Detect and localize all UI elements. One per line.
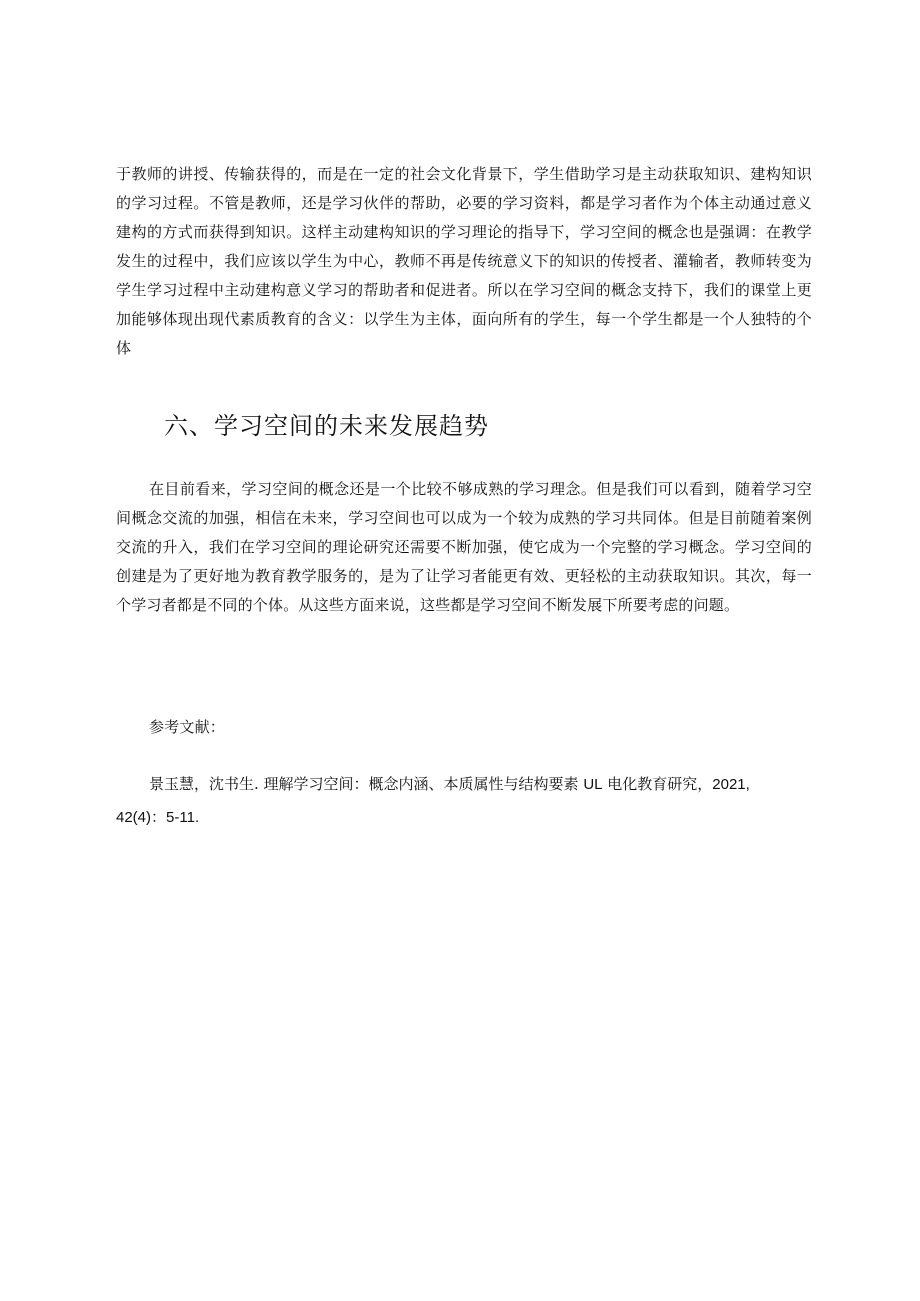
reference-journal: 电化教育研究，: [602, 775, 713, 793]
body-paragraph: 在目前看来，学习空间的概念还是一个比较不够成熟的学习理念。但是我们可以看到，随着学习空间概念交流的加强，相信在未来，学习空间也可以成为一个较为成熟的学习共同体。但是目前随着案例交流的升入，我们在学习空间的理论研究还需要不断加强，使它成为一个完整的学习概念。学习空间的创建是为了更好地为教育教学服务的，是为了让学习者能更有效、更轻松的主动获取知识。其次，每一个学习者都是不同的个体。从这些方面来说，这些都是学习空间不断发展下所要考虑的问题。: [116, 480, 812, 614]
body-paragraph: 于教师的讲授、传输获得的，而是在一定的社会文化背景下，学生借助学习是主动获取知识、建构知识的学习过程。不管是教师，还是学习伙伴的帮助，必要的学习资料，都是学习者作为个体主动通过意义建构的方式而获得到知识。这样主动建构知识的学习理论的指导下，学习空间的概念也是强调：在教学发生的过程中，我们应该以学生为中心，教师不再是传统意义下的知识的传授者、灌输者，教师转变为学生学习过程中主动建构意义学习的帮助者和促进者。所以在学习空间的概念支持下，我们的课堂上更加能够体现出现代素质教育的含义：以学生为主体，面向所有的学生，每一个学生都是一个人独特的个体: [116, 165, 812, 357]
reference-authors-title: 景玉慧，沈书生. 理解学习空间：概念内涵、本质属性与结构要素: [149, 775, 584, 793]
reference-type-marker: UL: [583, 776, 603, 793]
reference-pages: 5-11.: [166, 809, 200, 826]
reference-volume-issue: 42(4)：: [116, 809, 167, 826]
reference-year: 2021,: [712, 776, 750, 793]
section-heading: 六、学习空间的未来发展趋势: [164, 412, 489, 440]
references-title: 参考文献：: [149, 718, 226, 736]
reference-entry: [116, 768, 812, 834]
